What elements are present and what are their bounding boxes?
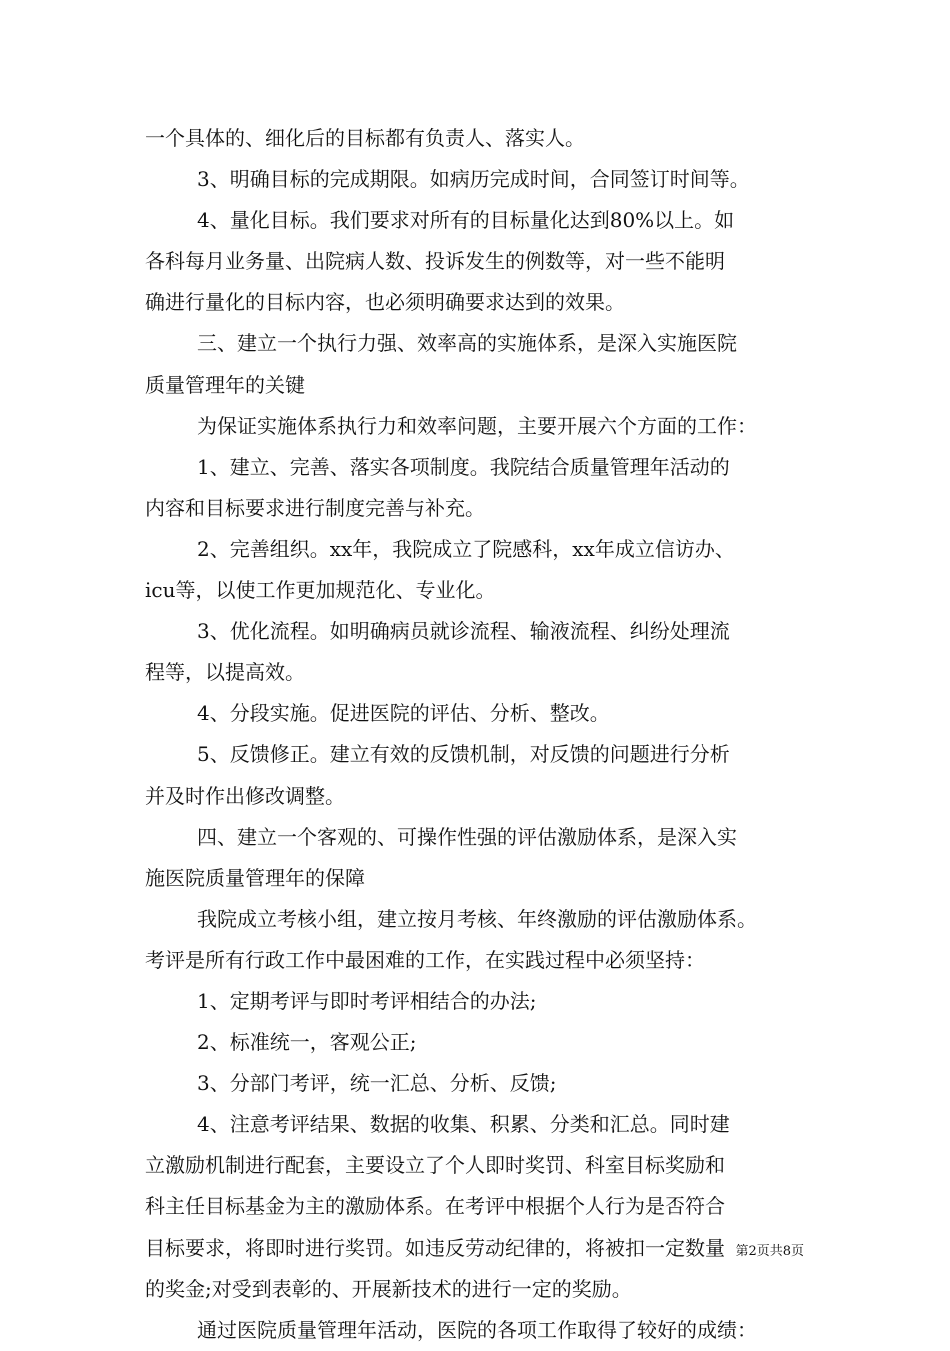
text-line: 通过医院质量管理年活动，医院的各项工作取得了较好的成绩：: [197, 1317, 757, 1342]
text-line: 施医院质量管理年的保障: [145, 865, 365, 890]
text-line: 质量管理年的关键: [145, 372, 305, 397]
page-number: 第2页共8页: [735, 1244, 804, 1259]
text-line: 目标要求，将即时进行奖罚。如违反劳动纪律的，将被扣一定数量: [145, 1235, 725, 1260]
text-line: 3、优化流程。如明确病员就诊流程、输液流程、纠纷处理流: [197, 619, 730, 644]
document-body: [145, 118, 830, 1351]
text-line: 立激励机制进行配套，主要设立了个人即时奖罚、科室目标奖励和: [145, 1153, 725, 1178]
text-line: 四、建立一个客观的、可操作性强的评估激励体系，是深入实: [197, 824, 737, 849]
text-line: 一个具体的、细化后的目标都有负责人、落实人。: [145, 126, 585, 150]
text-line: 考评是所有行政工作中最困难的工作，在实践过程中必须坚持：: [145, 947, 705, 972]
text-line: 确进行量化的目标内容，也必须明确要求达到的效果。: [145, 290, 625, 315]
text-line: 并及时作出修改调整。: [145, 783, 345, 808]
text-line: 我院成立考核小组，建立按月考核、年终激励的评估激励体系。: [197, 906, 757, 931]
text-line: 程等，以提高效。: [145, 660, 305, 685]
text-line: 3、明确目标的完成期限。如病历完成时间，合同签订时间等。: [197, 167, 750, 192]
text-line: 1、建立、完善、落实各项制度。我院结合质量管理年活动的: [197, 454, 730, 479]
text-line: 3、分部门考评，统一汇总、分析、反馈;: [197, 1071, 557, 1096]
text-line: 为保证实施体系执行力和效率问题，主要开展六个方面的工作：: [197, 413, 757, 438]
text-line: 各科每月业务量、出院病人数、投诉发生的例数等，对一些不能明: [145, 249, 725, 274]
text-line: 内容和目标要求进行制度完善与补充。: [145, 495, 485, 520]
text-line: 科主任目标基金为主的激励体系。在考评中根据个人行为是否符合: [145, 1194, 725, 1219]
text-line: 4、分段实施。促进医院的评估、分析、整改。: [197, 701, 610, 726]
text-line: icu等，以使工作更加规范化、专业化。: [145, 578, 496, 603]
text-line: 三、建立一个执行力强、效率高的实施体系，是深入实施医院: [197, 331, 737, 356]
text-line: 2、完善组织。xx年，我院成立了院感科，xx年成立信访办、: [197, 536, 735, 561]
text-line: 的奖金;对受到表彰的、开展新技术的进行一定的奖励。: [145, 1276, 632, 1301]
text-line: 1、定期考评与即时考评相结合的办法;: [197, 988, 537, 1013]
text-line: 4、量化目标。我们要求对所有的目标量化达到80%以上。如: [197, 208, 735, 233]
text-line: 2、标准统一，客观公正;: [197, 1030, 417, 1055]
text-line: 4、注意考评结果、数据的收集、积累、分类和汇总。同时建: [197, 1112, 730, 1137]
text-line: 5、反馈修正。建立有效的反馈机制，对反馈的问题进行分析: [197, 742, 730, 767]
